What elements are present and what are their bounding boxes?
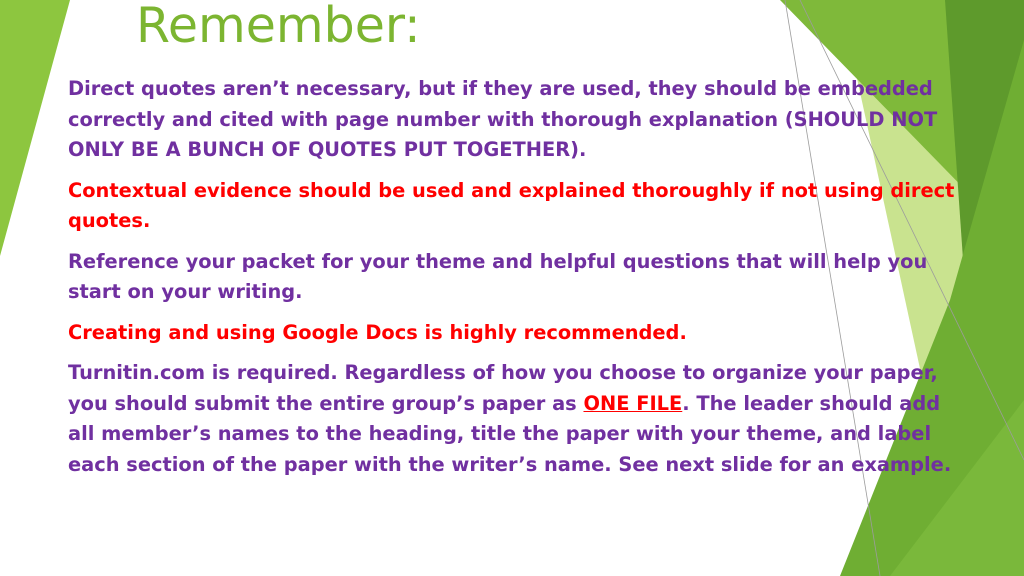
paragraph-direct-quotes: Direct quotes aren’t necessary, but if they are used, they should be embedded correctly and cited with page number with thorough explanation (SHOULD NOT ONLY BE A BUNCH OF QUOTES PUT TOGETHER). bbox=[68, 77, 938, 161]
paragraph-google-docs: Creating and using Google Docs is highly recommended. bbox=[68, 320, 687, 344]
one-file-emphasis: ONE FILE bbox=[583, 391, 683, 415]
paragraph-contextual-evidence: Contextual evidence should be used and explained thoroughly if not using direct quotes. bbox=[68, 178, 955, 232]
turnitin-text-end: . The leader should add all member’s names to the heading, title the paper with your theme, and label each section of the paper with the writer’s name. See next slide for an example. bbox=[68, 391, 952, 476]
paragraph-turnitin bbox=[68, 358, 968, 480]
paragraph-reference-packet: Reference your packet for your theme and helpful questions that will help you start on your writing. bbox=[68, 249, 928, 303]
turnitin-text-start: Turnitin.com is required. Regardless of how you choose to organize your paper, you should submit the entire group’s paper as bbox=[68, 361, 938, 415]
slide-title: Remember: bbox=[136, 0, 421, 54]
slide-body bbox=[68, 74, 968, 490]
left-green-triangle bbox=[0, 0, 70, 256]
